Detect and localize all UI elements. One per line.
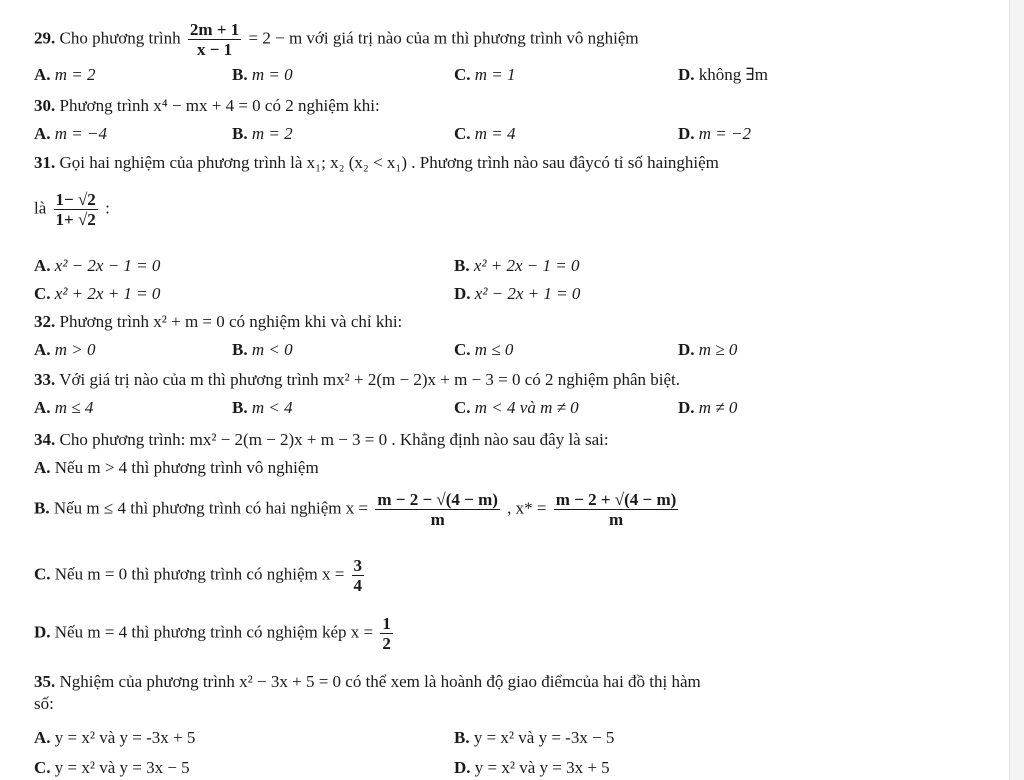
fraction-denominator: m xyxy=(430,510,445,529)
option-text: m ≠ 0 xyxy=(698,398,738,417)
option-text: m ≥ 0 xyxy=(698,340,738,359)
option-label: D. xyxy=(678,124,695,143)
option-text: x² + 2x + 1 = 0 xyxy=(54,284,161,303)
option-label: B. xyxy=(232,124,248,143)
option-label: C. xyxy=(454,398,471,417)
question-text: Phương trình x² + m = 0 có nghiệm khi và chỉ khi: xyxy=(59,312,403,331)
option-text: y = x² và y = -3x + 5 xyxy=(54,728,196,747)
fraction-numerator: m − 2 − √(4 − m) xyxy=(377,490,498,509)
option-text: m = −4 xyxy=(54,124,108,143)
option-text: m = 2 xyxy=(251,124,293,143)
question-number: 34. xyxy=(34,430,56,449)
option-text: m < 0 xyxy=(251,340,293,359)
question-number: 32. xyxy=(34,312,56,331)
question-number: 31. xyxy=(34,153,56,172)
option-c[interactable] xyxy=(454,124,516,144)
option-b[interactable] xyxy=(232,65,293,85)
option-d[interactable] xyxy=(454,284,580,304)
question-text: Gọi hai nghiệm của phương trình là x₁; x₂ (x₂ < x₁) . Phương trình nào sau đâycó tỉ số hainghiệm xyxy=(59,153,719,172)
option-label: B. xyxy=(454,728,470,747)
question-text-cont: = 2 − m với giá trị nào của m thì phương trình vô nghiệm xyxy=(248,28,639,48)
option-label: D. xyxy=(454,758,471,777)
option-text: không ∃m xyxy=(698,65,768,84)
fraction-denominator: 2 xyxy=(382,634,391,653)
option-label: A. xyxy=(34,398,51,417)
option-text: y = x² và y = 3x − 5 xyxy=(54,758,190,777)
option-text: Nếu m = 4 thì phương trình có nghiệm kép x = xyxy=(54,622,374,642)
option-label: A. xyxy=(34,65,51,84)
option-label: C. xyxy=(454,65,471,84)
option-label: D. xyxy=(678,398,695,417)
option-label: C. xyxy=(34,284,51,303)
option-a[interactable] xyxy=(34,340,96,360)
option-text: m ≤ 0 xyxy=(474,340,514,359)
option-d[interactable] xyxy=(678,65,768,85)
question-text: Cho phương trình: mx² − 2(m − 2)x + m − 3 = 0 . Khẳng định nào sau đây là sai: xyxy=(59,430,609,449)
option-label: C. xyxy=(34,564,51,584)
option-c[interactable] xyxy=(454,65,516,85)
fraction-numerator: m − 2 + √(4 − m) xyxy=(555,490,677,509)
fraction-numerator: 3 xyxy=(353,556,363,575)
option-label: A. xyxy=(34,256,51,275)
question-text: Với giá trị nào của m thì phương trình mx² + 2(m − 2)x + m − 3 = 0 có 2 nghiệm phân biệt. xyxy=(59,370,681,389)
option-text: m = 0 xyxy=(251,65,293,84)
option-label: D. xyxy=(678,340,695,359)
option-label: B. xyxy=(232,340,248,359)
option-separator: , x* = xyxy=(507,498,547,518)
option-c[interactable] xyxy=(34,284,160,304)
option-text: y = x² và y = -3x − 5 xyxy=(473,728,615,747)
fraction-numerator: 2m + 1 xyxy=(189,20,240,39)
option-text: m ≤ 4 xyxy=(54,398,94,417)
option-c[interactable] xyxy=(34,556,367,595)
option-label: D. xyxy=(34,622,51,642)
fraction-numerator: 1 xyxy=(382,614,391,633)
option-label: B. xyxy=(454,256,470,275)
option-label: A. xyxy=(34,340,51,359)
option-text: m = −2 xyxy=(698,124,752,143)
option-d[interactable] xyxy=(34,614,396,653)
question-32 xyxy=(34,312,402,332)
option-label: A. xyxy=(34,124,51,143)
fraction-numerator: 1− √2 xyxy=(55,190,96,209)
option-a[interactable] xyxy=(34,458,319,478)
option-text: m = 2 xyxy=(54,65,96,84)
option-c[interactable] xyxy=(454,398,579,418)
question-number: 29. xyxy=(34,28,56,48)
option-text: m > 0 xyxy=(54,340,96,359)
question-text: Phương trình x⁴ − mx + 4 = 0 có 2 nghiệm khi: xyxy=(59,96,380,115)
fraction xyxy=(54,190,98,229)
ratio-colon: : xyxy=(105,198,110,218)
option-label: A. xyxy=(34,728,51,747)
option-a[interactable] xyxy=(34,65,96,85)
option-a[interactable] xyxy=(34,398,93,418)
option-label: D. xyxy=(454,284,471,303)
question-33 xyxy=(34,370,680,390)
question-text: Nghiệm của phương trình x² − 3x + 5 = 0 có thể xem là hoành độ giao điểmcủa hai đồ thị hàm xyxy=(59,672,701,691)
vertical-scrollbar[interactable] xyxy=(1009,0,1024,780)
option-a[interactable] xyxy=(34,728,195,748)
question-35 xyxy=(34,672,701,692)
fraction-denominator: x − 1 xyxy=(196,40,233,59)
fraction-denominator: 1+ √2 xyxy=(55,210,96,229)
option-label: B. xyxy=(34,498,50,518)
option-a[interactable] xyxy=(34,124,107,144)
option-d[interactable] xyxy=(678,398,737,418)
option-label: D. xyxy=(678,65,695,84)
option-text: m = 1 xyxy=(474,65,516,84)
option-d[interactable] xyxy=(678,340,737,360)
option-d[interactable] xyxy=(454,758,610,778)
fraction xyxy=(380,614,393,653)
option-label: C. xyxy=(454,124,471,143)
fraction xyxy=(375,490,500,529)
option-text: Nếu m = 0 thì phương trình có nghiệm x = xyxy=(54,564,345,584)
ratio-prefix: là xyxy=(34,198,47,218)
fraction xyxy=(188,20,241,59)
option-c[interactable] xyxy=(34,758,190,778)
option-text: m = 4 xyxy=(474,124,516,143)
option-b[interactable] xyxy=(232,398,293,418)
option-text: Nếu m > 4 thì phương trình vô nghiệm xyxy=(54,458,319,477)
question-text-cont: số: xyxy=(34,694,54,713)
option-b[interactable] xyxy=(232,124,293,144)
option-text: y = x² và y = 3x + 5 xyxy=(474,758,610,777)
question-35-cont xyxy=(34,694,54,714)
question-number: 35. xyxy=(34,672,56,691)
question-text: Cho phương trình xyxy=(59,28,181,48)
option-text: x² + 2x − 1 = 0 xyxy=(473,256,580,275)
question-number: 33. xyxy=(34,370,56,389)
question-number: 30. xyxy=(34,96,56,115)
question-31-ratio xyxy=(34,190,110,229)
question-29 xyxy=(34,20,639,59)
fraction xyxy=(554,490,679,529)
question-34 xyxy=(34,430,609,450)
option-text: x² − 2x − 1 = 0 xyxy=(54,256,161,275)
fraction-denominator: 4 xyxy=(353,576,363,595)
option-label: B. xyxy=(232,398,248,417)
option-b[interactable] xyxy=(232,340,293,360)
question-30 xyxy=(34,96,380,116)
fraction-denominator: m xyxy=(608,510,624,529)
fraction xyxy=(352,556,365,595)
option-b[interactable] xyxy=(454,728,614,748)
option-text: Nếu m ≤ 4 thì phương trình có hai nghiệm x = xyxy=(53,498,369,518)
question-31 xyxy=(34,153,719,173)
option-a[interactable] xyxy=(34,256,160,276)
option-text: x² − 2x + 1 = 0 xyxy=(474,284,581,303)
option-label: B. xyxy=(232,65,248,84)
option-label: C. xyxy=(454,340,471,359)
option-label: C. xyxy=(34,758,51,777)
option-b[interactable] xyxy=(34,490,681,529)
option-label: A. xyxy=(34,458,51,477)
option-text: m < 4 xyxy=(251,398,293,417)
option-text: m < 4 và m ≠ 0 xyxy=(474,398,579,417)
option-c[interactable] xyxy=(454,340,513,360)
option-d[interactable] xyxy=(678,124,751,144)
option-b[interactable] xyxy=(454,256,579,276)
